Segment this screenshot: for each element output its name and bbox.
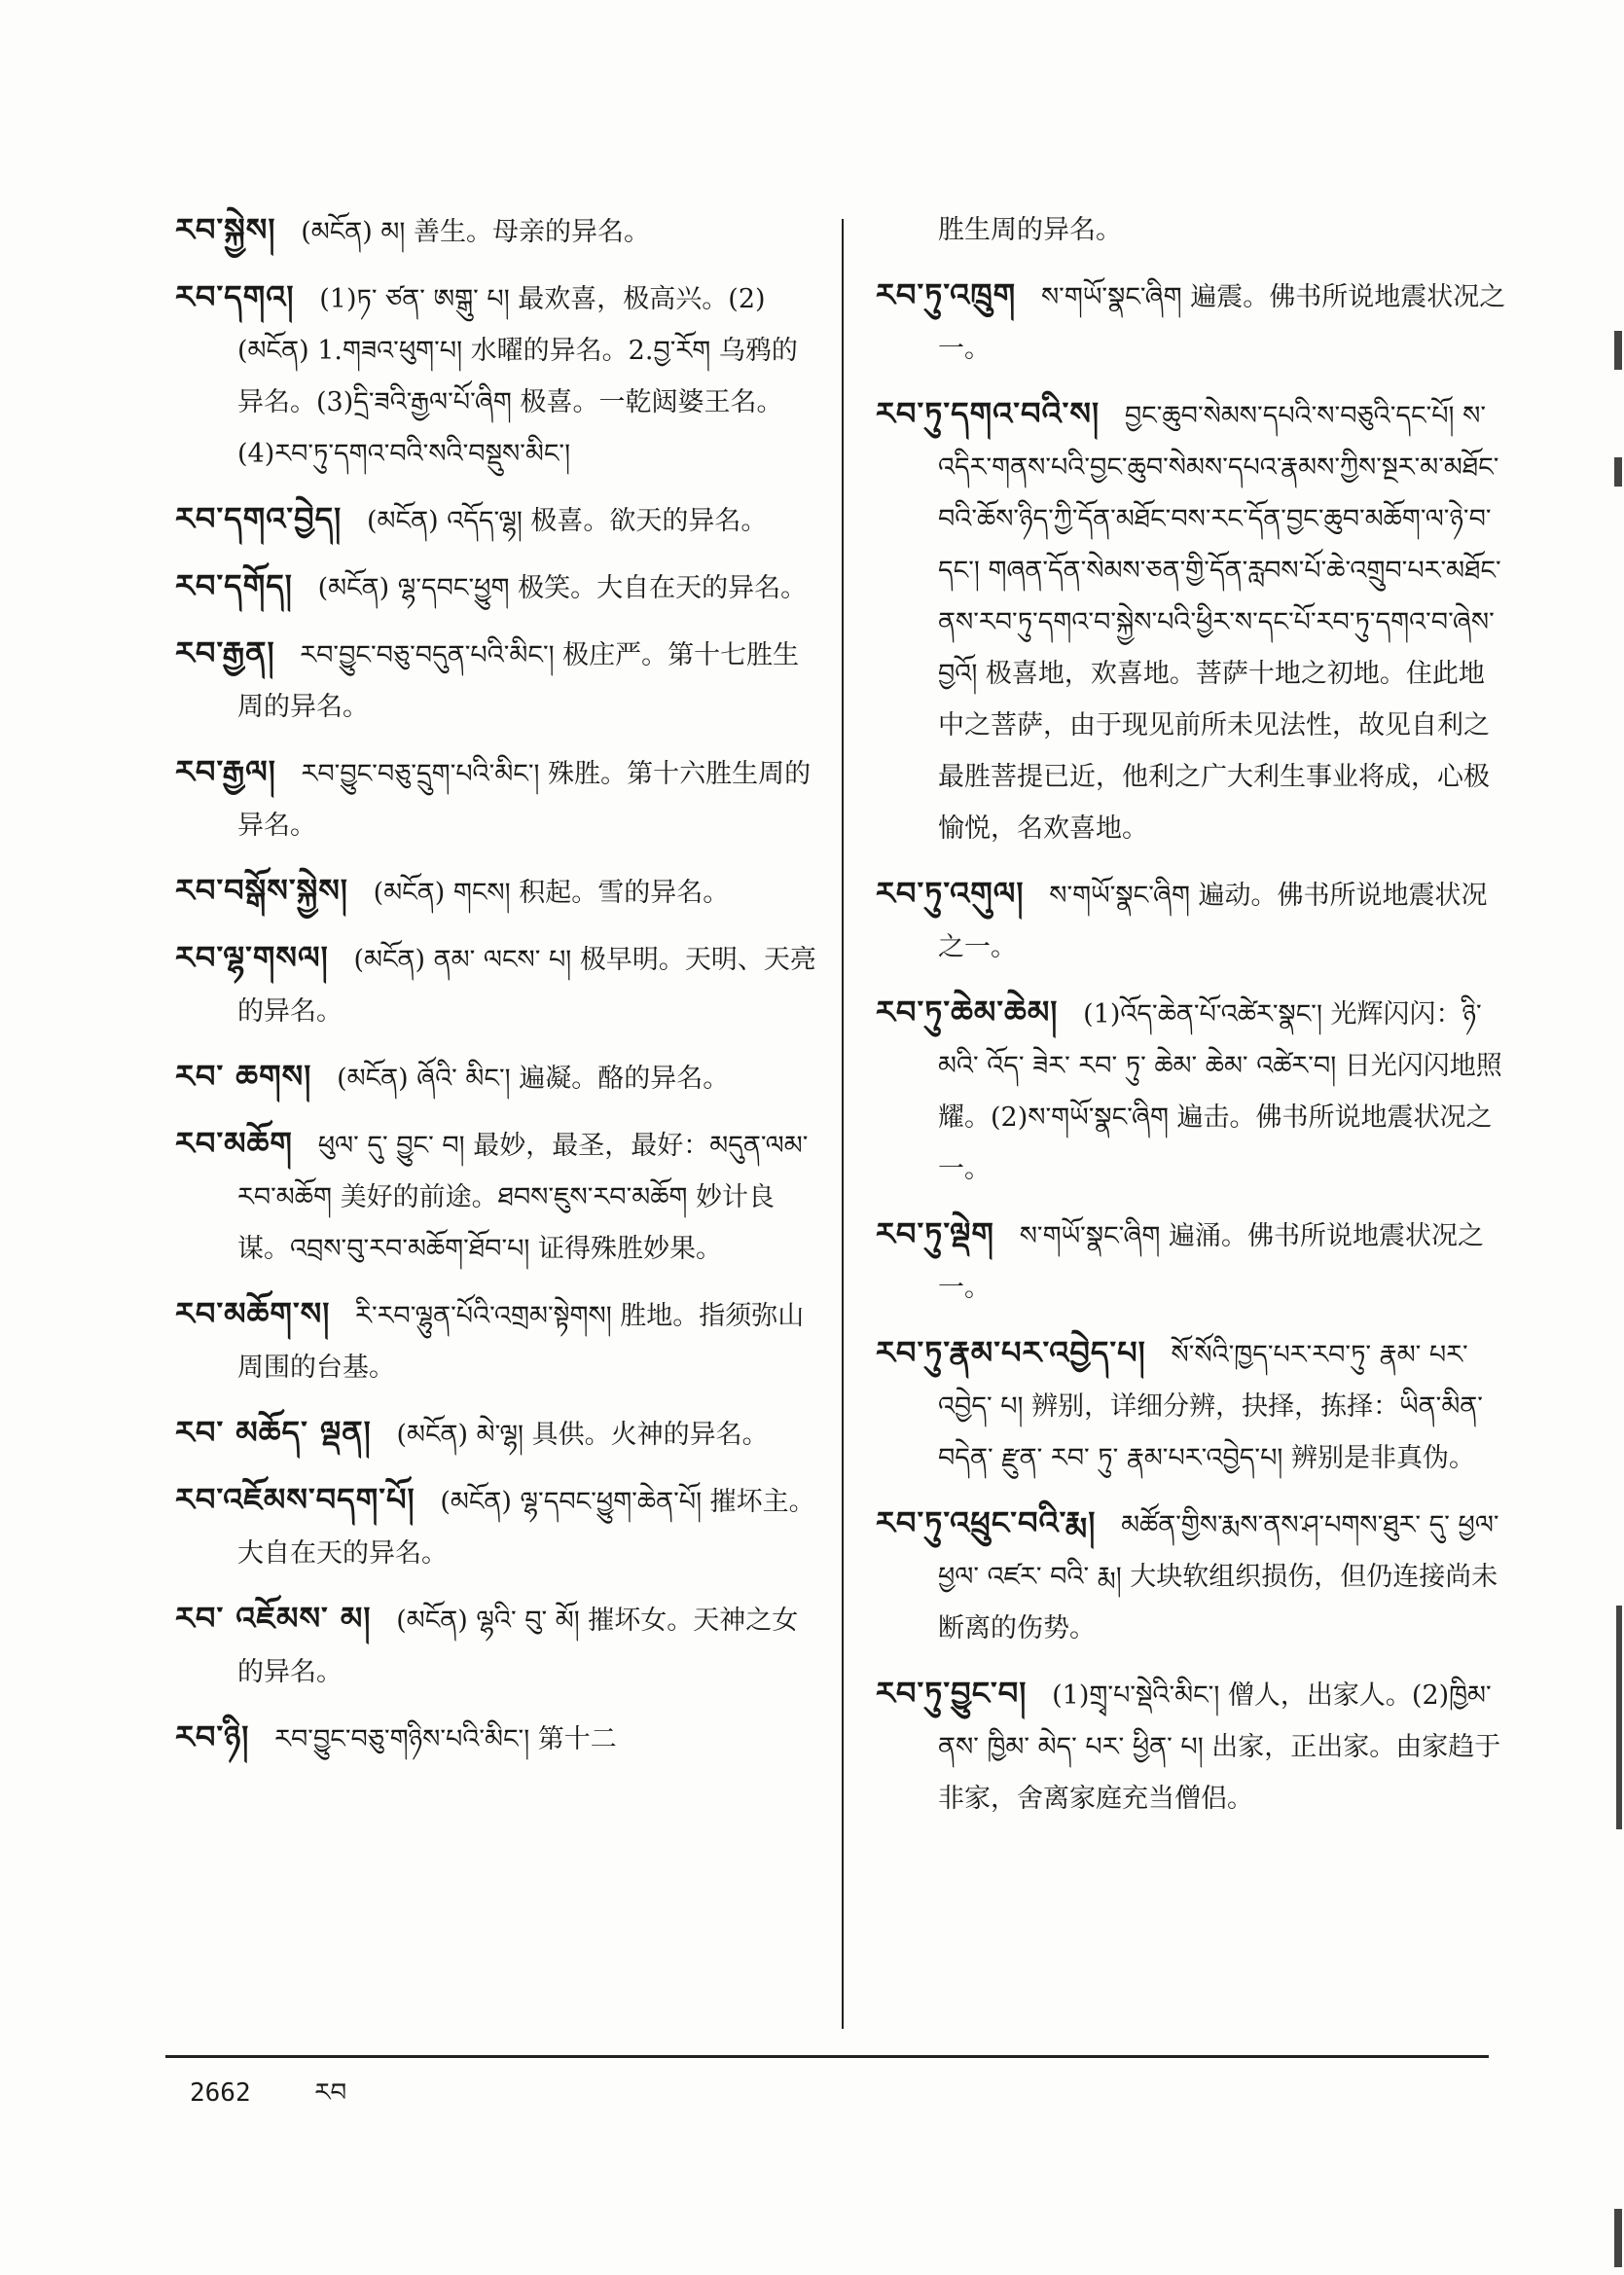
headword: རབ་ཏུ་ཆེམ་ཆེམ། xyxy=(876,993,1059,1030)
headword: རབ་ཏུ་དགའ་བའི་ས། xyxy=(876,395,1101,432)
continuation-text: 胜生周的异名。 xyxy=(938,215,1122,245)
definition: མཚོན་གྱིས་རྨས་ནས་ཤ་པགས་ཐུར་ དུ་ ཕྱལ་ ཕྱལ་ འཛར་ བའི་ རྨ། 大块软组织损伤，但仍连接尚未断离的伤势。 xyxy=(938,1510,1499,1643)
definition: (མངོན) གངས། 积起。雪的异名。 xyxy=(373,878,730,908)
definition: (མངོན) འདོད་ལྷ། 极喜。欲天的异名。 xyxy=(367,506,768,536)
dictionary-entry xyxy=(175,628,817,733)
headword: རབ་རྒྱན། xyxy=(175,634,275,671)
definition: (1)གྲྭ་པ་སྡེའི་མིང་། 僧人，出家人。(2)ཁྱིམ་ ནས་ ཁྱིམ་ མེད་ པར་ ཕྱིན་ པ། 出家，正出家。由家趋于非家，舍离家庭充当僧侣。 xyxy=(938,1680,1501,1814)
dictionary-entry xyxy=(876,270,1508,375)
definition: (མངོན) མ། 善生。母亲的异名。 xyxy=(301,217,650,247)
right-column xyxy=(876,204,1508,1838)
footer-rule xyxy=(165,2055,1489,2058)
dictionary-entry xyxy=(876,1668,1508,1824)
headword: རབ་ལྷ་གསལ། xyxy=(175,939,329,976)
definition: (མངོན) ལྷའི་ བུ་ མོ། 摧坏女。天神之女的异名。 xyxy=(237,1606,799,1687)
page-footer xyxy=(190,2065,395,2136)
definition: (མངོན) ལྷ་དབང་ཕྱུག 极笑。大自在天的异名。 xyxy=(317,573,808,603)
definition: རབ་བྱུང་བཅུ་བདུན་པའི་མིང་། 极庄严。第十七胜生周的异名。 xyxy=(237,640,800,722)
headword: རབ་ཏུ་འཁྲུག xyxy=(876,276,1017,313)
dictionary-entry xyxy=(175,932,817,1037)
definition: བྱང་ཆུབ་སེམས་དཔའི་ས་བཅུའི་དང་པོ། ས་འདིར་གནས་པའི་བྱང་ཆུབ་སེམས་དཔའ་རྣམས་ཀྱིས་སྔར་མ་མཐོང་བའི་ཆོས་ཉིད་ཀྱི་དོན་མཐོང་བས་རང་དོན་བྱང་ཆུབ་མཆོག་ལ་ཉེ་བ་དང་། གཞན་དོན་སེམས་ཅན་གྱི་དོན་རླབས་པོ་ཆེ་འགྲུབ་པར་མཐོང་ནས་རབ་ཏུ་དགའ་བ་སྐྱེས་པའི་ཕྱིར་ས་དང་པོ་རབ་ཏུ་དགའ་བ་ཞེས་བྱའོ། 极喜地，欢喜地。菩萨十地之初地。住此地中之菩萨，由于现见前所未见法性，故见自利之最胜菩提已近，他利之广大利生事业将成，心极愉悦，名欢喜地。 xyxy=(938,401,1501,844)
dictionary-entry xyxy=(876,868,1508,973)
definition: ཕུལ་ དུ་ བྱུང་ བ། 最妙，最圣，最好：མདུན་ལམ་རབ་མཆོག 美好的前途。ཐབས་ཇུས་རབ་མཆོག 妙计良谋。འབྲས་བུ་རབ་མཆོག་ཐོབ་པ། 证得殊胜妙果。 xyxy=(237,1131,809,1264)
dictionary-entry xyxy=(876,1327,1508,1484)
headword: རབ་ མཆོད་ ལྡན། xyxy=(175,1414,372,1451)
page-number: 2662 xyxy=(190,2078,251,2108)
headword: རབ་བསྒོས་སྐྱེས། xyxy=(175,872,348,909)
headword: རབ་ཏུ་རྣམ་པར་འབྱེད་པ། xyxy=(876,1334,1146,1371)
definition: སོ་སོའི་ཁྱད་པར་རབ་ཏུ་ རྣམ་ པར་ འབྱེད་ པ། 辨别，详细分辨，抉择，拣择：ཡིན་མིན་ བདེན་ རྫུན་ རབ་ ཏུ་ རྣམ་པར་འབྱེད་པ། 辨别是非真伪。 xyxy=(938,1340,1483,1473)
definition: (མངོན) ལྷ་དབང་ཕྱུག་ཆེན་པོ། 摧坏主。大自在天的异名。 xyxy=(237,1487,815,1569)
headword: རབ་སྐྱེས། xyxy=(175,211,276,248)
definition: (མངོན) ཞོའི་ མིང་། 遍凝。酪的异名。 xyxy=(337,1064,730,1094)
dictionary-entry xyxy=(175,746,817,851)
definition: (མངོན) མེ་ལྷ། 具供。火神的异名。 xyxy=(396,1420,769,1450)
dictionary-entry xyxy=(175,560,817,614)
dictionary-entry xyxy=(175,1051,817,1104)
dictionary-entry xyxy=(876,987,1508,1195)
headword: རབ་རྒྱལ། xyxy=(175,753,276,790)
dictionary-entry xyxy=(175,1407,817,1461)
definition: རབ་བྱུང་བཅུ་གཉིས་པའི་མིང་། 第十二 xyxy=(274,1724,617,1754)
headword: རབ་དགའ། xyxy=(175,278,295,315)
dictionary-entry xyxy=(175,1118,817,1275)
definition: (1)ཏ་ ཙན་ ཨགྒུ་ པ། 最欢喜，极高兴。(2)(མངོན) 1.གཟའ་ཕུག་པ། 水曜的异名。2.བྱ་རོག 乌鸦的异名。(3)དྲི་ཟའི་རྒྱལ་པོ་ཞིག 极喜。一乾闼婆王名。(4)རབ་ཏུ་དགའ་བའི་སའི་བསྡུས་མིང་། xyxy=(237,284,798,469)
dictionary-entry xyxy=(876,1498,1508,1654)
definition: (1)འོད་ཆེན་པོ་འཚེར་སྣང་། 光辉闪闪：ཉི་མའི་ འོད་ ཟེར་ རབ་ ཏུ་ ཆེམ་ ཆེམ་ འཚེར་བ། 日光闪闪地照耀。(2)ས་གཡོ་སྣང་ཞིག 遍击。佛书所说地震状况之一。 xyxy=(938,999,1502,1184)
headword: རབ་ འཇོམས་ མ། xyxy=(175,1600,372,1637)
definition: རབ་བྱུང་བཅུ་དྲུག་པའི་མིང་། 殊胜。第十六胜生周的异名。 xyxy=(237,759,812,841)
definition: (མངོན) ནམ་ ལངས་ པ། 极早明。天明、天亮的异名。 xyxy=(237,945,816,1027)
headword: རབ་ཉི། xyxy=(175,1718,250,1755)
definition: རི་རབ་ལྷུན་པོའི་འགྲམ་སྟེགས། 胜地。指须弥山周围的台基。 xyxy=(237,1301,805,1383)
dictionary-entry xyxy=(175,1712,817,1765)
headword: རབ་ཏུ་འགུལ། xyxy=(876,875,1025,912)
scan-edge-marks xyxy=(1610,0,1624,2275)
dictionary-entry xyxy=(175,493,817,547)
dictionary-entry xyxy=(175,1593,817,1698)
headword: རབ་མཆོག xyxy=(175,1125,293,1162)
definition: ས་གཡོ་སྣང་ཞིག 遍震。佛书所说地震状况之一。 xyxy=(938,282,1506,364)
headword: རབ་དགོད། xyxy=(175,567,293,604)
dictionary-entry xyxy=(175,1288,817,1393)
headword: རབ་ཏུ་འཕྲུང་བའི་རྨ། xyxy=(876,1504,1097,1541)
dictionary-entry xyxy=(175,1474,817,1579)
column-divider xyxy=(842,219,844,2029)
headword: རབ་ཏུ་ལྡེག xyxy=(876,1215,994,1252)
dictionary-entry xyxy=(876,1209,1508,1314)
definition: ས་གཡོ་སྣང་ཞིག 遍涌。佛书所说地震状况之一。 xyxy=(938,1221,1485,1303)
headword: རབ་དགའ་བྱེད། xyxy=(175,500,343,537)
dictionary-entry xyxy=(175,865,817,919)
headword: རབ་ཏུ་བྱུང་བ། xyxy=(876,1675,1028,1712)
running-head: རབ xyxy=(314,2078,347,2108)
definition: ས་གཡོ་སྣང་ཞིག 遍动。佛书所说地震状况之一。 xyxy=(938,881,1488,962)
dictionary-entry xyxy=(876,388,1508,854)
headword: རབ་འཇོམས་བདག་པོ། xyxy=(175,1481,415,1518)
headword: རབ་ ཆགས། xyxy=(175,1058,312,1095)
dictionary-entry xyxy=(175,204,817,258)
dictionary-entry xyxy=(175,271,817,480)
headword: རབ་མཆོག་ས། xyxy=(175,1295,331,1332)
left-column xyxy=(175,204,817,1779)
